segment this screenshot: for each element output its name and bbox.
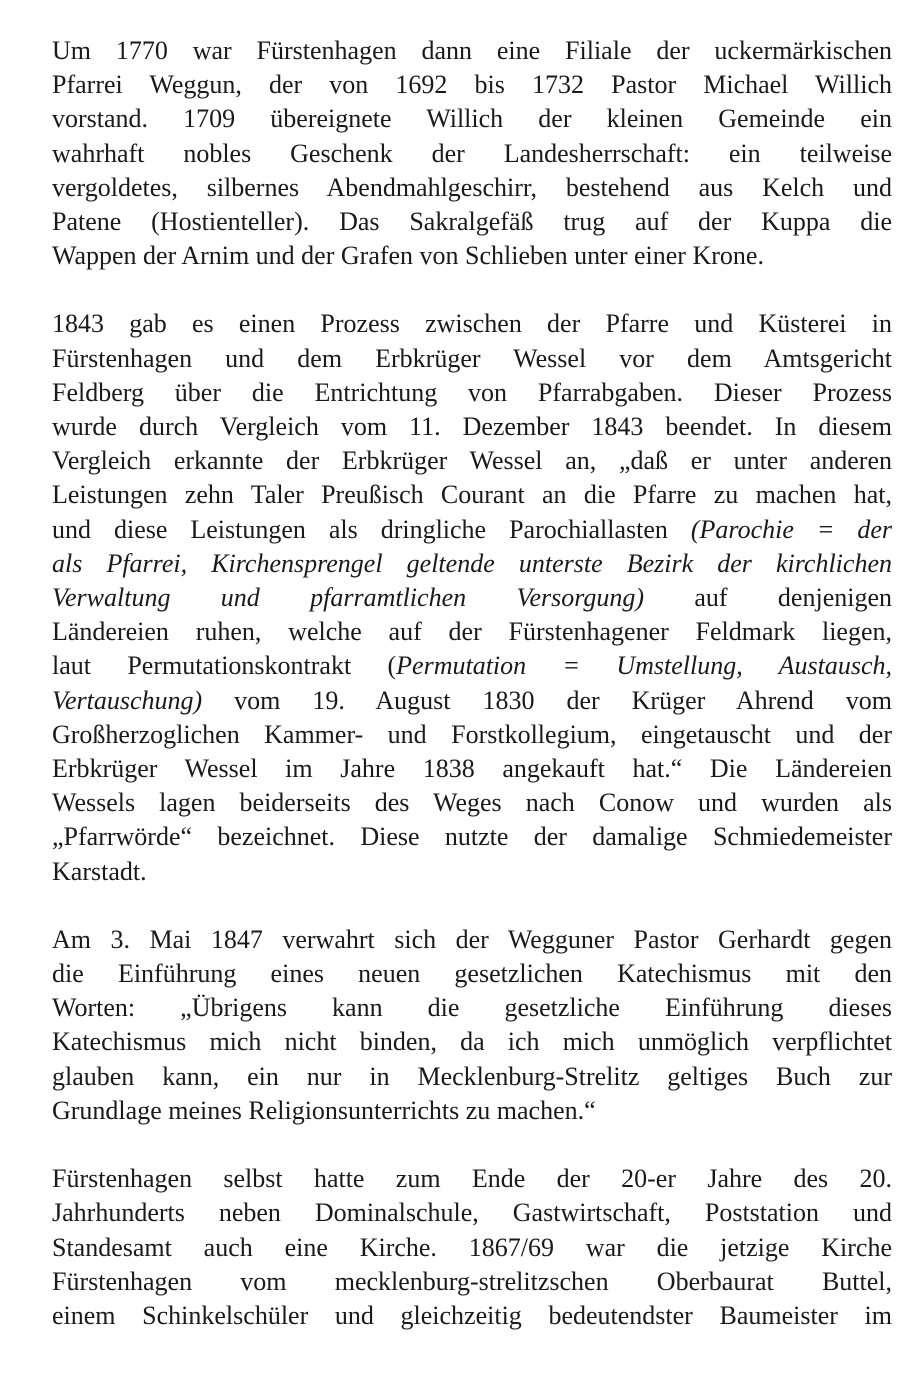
text-line	[52, 581, 892, 615]
text-line	[52, 649, 892, 683]
text-line	[52, 957, 892, 991]
text-span: Standesamt auch eine Kirche. 1867/69 war die jetzige Kirche	[52, 1232, 892, 1262]
text-span: auf denjenigen	[644, 583, 892, 613]
text-span: Worten: „Übrigens kann die gesetzliche Einführung dieses	[52, 993, 892, 1023]
text-line	[52, 923, 892, 957]
text-line	[52, 34, 892, 68]
text-line	[52, 239, 892, 273]
text-line	[52, 410, 892, 444]
text-span: die Einführung eines neuen gesetzlichen Katechismus mit den	[52, 959, 892, 989]
text-line	[52, 615, 892, 649]
text-line	[52, 684, 892, 718]
text-line	[52, 718, 892, 752]
text-line	[52, 513, 892, 547]
text-line	[52, 1196, 892, 1230]
text-span: Karstadt.	[52, 856, 147, 886]
text-line	[52, 342, 892, 376]
text-line	[52, 376, 892, 410]
text-span: Ländereien ruhen, welche auf der Fürstenhagener Feldmark liegen,	[52, 617, 892, 647]
text-span: 1843 gab es einen Prozess zwischen der Pfarre und Küsterei in	[52, 309, 892, 339]
italic-text-span: Vertauschung)	[52, 685, 203, 715]
text-line	[52, 786, 892, 820]
text-span: Feldberg über die Entrichtung von Pfarrabgaben. Dieser Prozess	[52, 377, 892, 407]
text-span: Grundlage meines Religionsunterrichts zu machen.“	[52, 1095, 596, 1125]
text-span: Leistungen zehn Taler Preußisch Courant an die Pfarre zu machen hat,	[52, 480, 892, 510]
text-span: Katechismus mich nicht binden, da ich mich unmöglich verpflichtet	[52, 1027, 892, 1057]
text-line	[52, 102, 892, 136]
italic-text-span: Permutation = Umstellung, Austausch,	[396, 651, 892, 681]
italic-text-span: als Pfarrei, Kirchensprengel geltende unterste Bezirk der kirchlichen	[52, 548, 892, 578]
text-span: Großherzoglichen Kammer- und Forstkollegium, eingetauscht und der	[52, 719, 892, 749]
text-line	[52, 444, 892, 478]
text-span: Wappen der Arnim und der Grafen von Schlieben unter einer Krone.	[52, 241, 764, 271]
text-span: Um 1770 war Fürstenhagen dann eine Filiale der uckermärkischen	[52, 36, 892, 65]
text-span: „Pfarrwörde“ bezeichnet. Diese nutzte der damalige Schmiedemeister	[52, 822, 892, 852]
text-line	[52, 171, 892, 205]
paragraph	[52, 1162, 892, 1333]
paragraph-gap	[52, 273, 892, 307]
text-line	[52, 478, 892, 512]
text-span: wurde durch Vergleich vom 11. Dezember 1843 beendet. In diesem	[52, 412, 892, 442]
text-span: Am 3. Mai 1847 verwahrt sich der Wegguner Pastor Gerhardt gegen	[52, 924, 892, 954]
italic-text-span: (Parochie = der	[690, 514, 892, 544]
text-line	[52, 1265, 892, 1299]
text-span: wahrhaft nobles Geschenk der Landesherrschaft: ein teilweise	[52, 138, 892, 168]
text-line	[52, 205, 892, 239]
text-line	[52, 855, 892, 889]
text-line	[52, 1025, 892, 1059]
text-span: Erbkrüger Wessel im Jahre 1838 angekauft hat.“ Die Ländereien	[52, 754, 892, 784]
text-line	[52, 1060, 892, 1094]
text-span: Pfarrei Weggun, der von 1692 bis 1732 Pastor Michael Willich	[52, 70, 892, 100]
text-span: Fürstenhagen selbst hatte zum Ende der 20-er Jahre des 20.	[52, 1164, 892, 1194]
text-span: und diese Leistungen als dringliche Parochiallasten	[52, 514, 691, 544]
document-page	[52, 34, 892, 1333]
text-line	[52, 547, 892, 581]
paragraph-gap	[52, 1128, 892, 1162]
paragraph-gap	[52, 889, 892, 923]
text-span: Wessels lagen beiderseits des Weges nach Conow und wurden als	[52, 788, 892, 818]
text-line	[52, 1162, 892, 1196]
text-line	[52, 307, 892, 341]
text-span: Jahrhunderts neben Dominalschule, Gastwirtschaft, Poststation und	[52, 1198, 892, 1228]
text-line	[52, 991, 892, 1025]
text-line	[52, 752, 892, 786]
text-span: glauben kann, ein nur in Mecklenburg-Strelitz geltiges Buch zur	[52, 1061, 892, 1091]
paragraph	[52, 34, 892, 273]
italic-text-span: Verwaltung und pfarramtlichen Versorgung)	[52, 583, 645, 613]
text-span: einem Schinkelschüler und gleichzeitig bedeutendster Baumeister im	[52, 1300, 892, 1330]
text-span: Fürstenhagen vom mecklenburg-strelitzschen Oberbaurat Buttel,	[52, 1266, 892, 1296]
text-span: Patene (Hostienteller). Das Sakralgefäß trug auf der Kuppa die	[52, 207, 892, 237]
text-span: laut Permutationskontrakt (	[52, 651, 397, 681]
paragraph	[52, 307, 892, 888]
text-span: vergoldetes, silbernes Abendmahlgeschirr, bestehend aus Kelch und	[52, 172, 892, 202]
paragraph	[52, 923, 892, 1128]
text-span: vom 19. August 1830 der Krüger Ahrend vom	[202, 685, 892, 715]
text-span: Vergleich erkannte der Erbkrüger Wessel an, „daß er unter anderen	[52, 446, 892, 476]
text-line	[52, 1231, 892, 1265]
text-line	[52, 1299, 892, 1333]
text-line	[52, 1094, 892, 1128]
text-line	[52, 68, 892, 102]
text-line	[52, 820, 892, 854]
text-line	[52, 137, 892, 171]
text-span: vorstand. 1709 übereignete Willich der kleinen Gemeinde ein	[52, 104, 892, 134]
text-span: Fürstenhagen und dem Erbkrüger Wessel vor dem Amtsgericht	[52, 343, 892, 373]
